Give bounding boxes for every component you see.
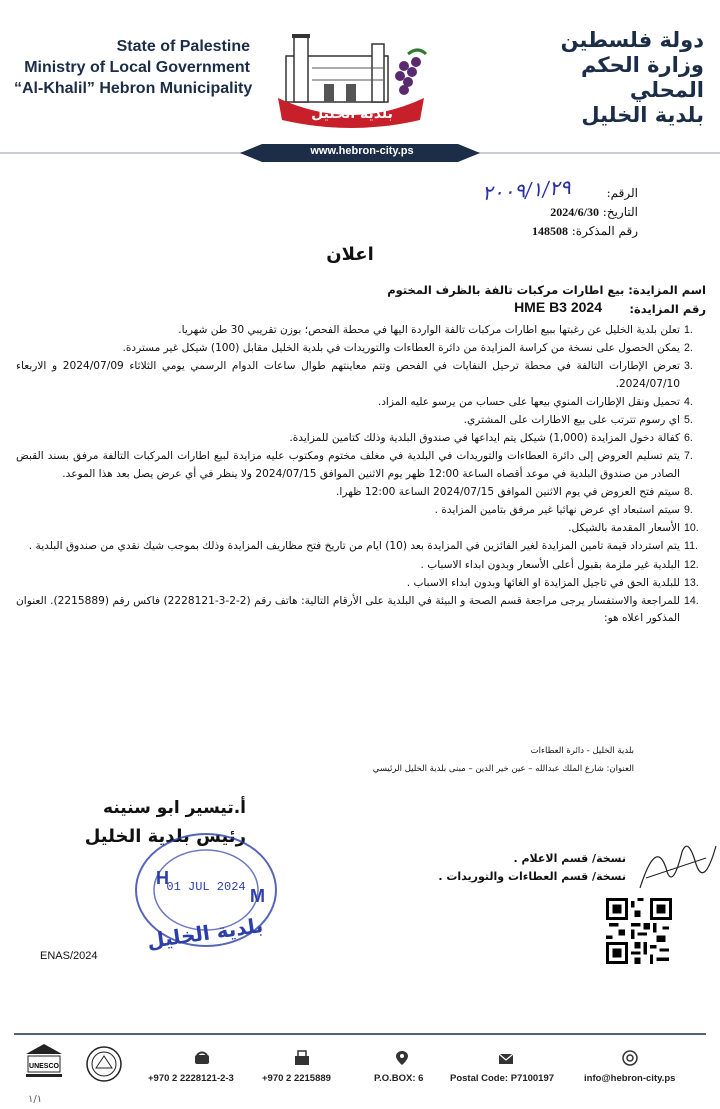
item-number: 7. (684, 450, 693, 463)
item-text: تعرض الإطارات التالفة في محطة ترحيل النفايات في الفحص وتتم معاينتهم طوال ساعات الدوام الرسمي يومي الثلاثاء 2024/07/09 و الاربعاء 2024/07/10. (16, 360, 680, 390)
item-text: للمراجعة والاستفسار يرجى مراجعة قسم الصحة و البيئة في البلدية على الأرقام التالية: هاتف رقم (2-2-3-2228121) فاكس رقم (2215889). العنوان المذكور اعلاه هو: (16, 595, 680, 625)
stamp-letter-h: H (156, 868, 169, 888)
item-number: 1. (684, 324, 693, 336)
list-item (16, 412, 706, 429)
official-stamp (124, 828, 284, 958)
ref-label: الرقم: (606, 186, 638, 200)
item-text: اي رسوم تترتب على بيع الاطارات على المشتري. (463, 414, 680, 427)
auction-name: اسم المزايدة: بيع اطارات مركبات تالفة بالظرف المختوم (387, 283, 706, 297)
footer-divider (0, 1030, 720, 1038)
item-text: يتم استرداد قيمة تامين المزايدة لغير الفائزين في المزايدة بعد (10) ايام من تاريخ فتح مظاريف المزايدة وذلك بموجب شيك نقدي من صندوق البلدية . (28, 540, 680, 553)
item-number: 12. (684, 558, 699, 571)
header-ar-ministry: وزارة الحكم المحلي (580, 53, 704, 102)
date-label: التاريخ: (602, 205, 638, 219)
item-number: 8. (684, 485, 693, 498)
item-text: تحميل ونقل الإطارات المنوي بيعها على حساب من يرسو عليه المزاد. (377, 395, 680, 408)
item-text: البلدية غير ملزمة بقبول أعلى الأسعار وبدون ابداء الاسباب . (420, 558, 680, 571)
signatory-name: أ.تيسير ابو سنينه (103, 798, 246, 818)
mail-icon (498, 1050, 514, 1066)
item-number: 2. (684, 342, 693, 355)
list-item (16, 593, 706, 627)
list-item (16, 340, 706, 357)
item-text: سيتم فتح العروض في يوم الاثنين الموافق 2024/07/15 الساعة 12:00 ظهرا. (336, 485, 680, 498)
email-at-icon (622, 1050, 638, 1066)
page-number: ١/١ (28, 1094, 43, 1105)
header-ar-municipality: بلدية الخليل (581, 103, 704, 127)
auction-number-label: رقم المزايدة: (629, 302, 706, 316)
item-text: يتم تسليم العروض إلى دائرة العطاءات والتوريدات في البلدية في مغلف مختوم ومكتوب عليه مزايدة لبيع اطارات المركبات التالفة مرفق بسند القبض الصادر من صندوق البلدية في موعد أقصاه الساعة 12:00 ظهر يوم الاثنين الموافق 2024/07/15 ولا ينظر في أي عرض يصل بعد هذا الموعد. (16, 450, 680, 480)
header-en-ministry: Ministry of Local Government (24, 59, 250, 76)
list-item (16, 575, 706, 592)
list-item (16, 484, 706, 501)
date-row (378, 205, 638, 220)
item-text: يمكن الحصول على نسخة من كراسة المزايدة من دائرة العطاءات والتوريدات في بلدية الخليل مقابل (100) شيكل غير مستردة. (122, 342, 680, 355)
item-number: 11. (684, 540, 698, 553)
header-ar-state: دولة فلسطين (560, 28, 704, 52)
fax-icon (294, 1050, 310, 1066)
list-item (16, 394, 706, 411)
auction-number: HME B3 2024 (514, 299, 602, 315)
list-item (16, 538, 706, 555)
stamp-letter-m: M (250, 886, 265, 906)
contact-address: العنوان: شارع الملك عبدالله – عين خير الدين – مبنى بلدية الخليل الرئيسي (372, 764, 634, 774)
phone-icon (194, 1050, 210, 1066)
item-text: للبلدية الحق في تاجيل المزايدة او الغائها وبدون ابداء الاسباب . (406, 576, 680, 589)
memo-value: 148508 (531, 224, 568, 238)
stamp-arabic-text: بلدية الخليل (145, 913, 265, 954)
list-item (16, 557, 706, 574)
item-number: 9. (684, 504, 693, 517)
list-item (16, 520, 706, 537)
item-number: 14. (684, 595, 699, 608)
footer-pobox: P.O.BOX: 6 (374, 1073, 424, 1084)
item-text: الأسعار المقدمة بالشيكل. (568, 522, 680, 535)
signatory-title: رئيس بلدية الخليل (84, 826, 246, 847)
list-item (16, 448, 706, 482)
stamp-date: 01 JUL 2024 (166, 880, 246, 894)
header-en-municipality: “Al-Khalil” Hebron Municipality (14, 80, 253, 97)
document-code: ENAS/2024 (40, 950, 98, 962)
item-text: سيتم استبعاد اي عرض نهائيا غير مرفق بتامين المزايدة . (434, 504, 680, 517)
world-heritage-icon (84, 1044, 124, 1084)
item-number: 13. (684, 576, 699, 589)
list-item (16, 322, 706, 339)
footer-phone: +970 2 2228121-2-3 (148, 1073, 234, 1084)
signature-scribble (636, 828, 720, 900)
list-item (16, 502, 706, 519)
item-number: 5. (684, 414, 693, 427)
item-number: 6. (684, 432, 693, 445)
memo-row (378, 224, 638, 239)
item-text: كفالة دخول المزايدة (1,000) شيكل يتم ايداعها في صندوق البلدية وذلك كتامين للمزايدة. (289, 432, 680, 445)
item-number: 3. (684, 360, 693, 373)
header-en-state: State of Palestine (116, 38, 250, 55)
contact-department: بلدية الخليل - دائرة العطاءات (530, 746, 634, 756)
unesco-text: UNESCO (29, 1063, 59, 1070)
item-text: تعلن بلدية الخليل عن رغبتها ببيع اطارات مركبات تالفة الواردة اليها في محطة الفحص؛ بوزن تقريبي 30 طن شهريا. (178, 324, 680, 336)
list-item (16, 358, 706, 392)
logo-text: بلدية الخليل (311, 106, 393, 122)
footer-email: info@hebron-city.ps (584, 1073, 676, 1084)
list-item (16, 430, 706, 447)
header-arabic (514, 28, 704, 128)
memo-label: رقم المذكرة: (571, 224, 638, 238)
copy-tenders: نسخة/ قسم العطاءات والتوريدات . (438, 870, 626, 883)
footer-postal: Postal Code: P7100197 (450, 1073, 555, 1084)
date-value: 2024/6/30 (550, 205, 599, 219)
header-english (14, 36, 253, 99)
website-url: www.hebron-city.ps (310, 145, 414, 157)
location-pin-icon (394, 1050, 410, 1066)
item-number: 10. (684, 522, 699, 535)
handwritten-reference: ٢٠٠٩/١/٢٩ (481, 174, 572, 206)
item-number: 4. (684, 395, 693, 408)
unesco-logo (22, 1042, 66, 1082)
footer-fax: +970 2 2215889 (262, 1073, 331, 1084)
terms-list (16, 322, 706, 628)
page-title: اعلان (326, 244, 374, 265)
copy-media: نسخة/ قسم الاعلام . (513, 852, 626, 865)
municipality-logo (272, 24, 432, 130)
qr-code (606, 898, 672, 964)
